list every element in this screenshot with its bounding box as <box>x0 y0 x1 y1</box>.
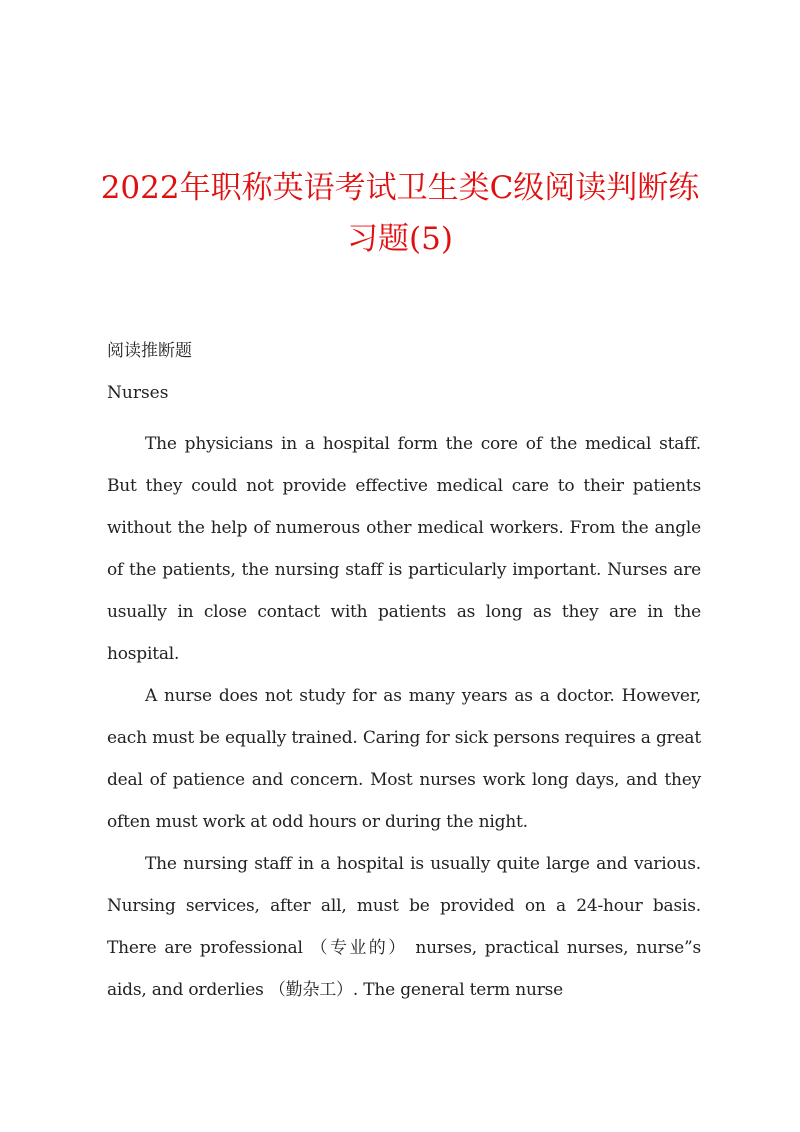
article-title: Nurses <box>107 383 169 403</box>
article-body <box>107 423 701 1011</box>
paragraph-3: The nursing staff in a hospital is usually quite large and various. Nursing services, after all, must be provided on a 24-hour basis. There are professional （专业的） nurses, practical nurses, nurse”s aids, and orderlies （勤杂工）. The general term nurse <box>107 854 701 1000</box>
page-title: 2022年职称英语考试卫生类C级阅读判断练习题(5) <box>100 170 700 257</box>
section-label: 阅读推断题 <box>107 341 192 361</box>
paragraph-1: The physicians in a hospital form the core of the medical staff. But they could not provide effective medical care to their patients without the help of numerous other medical workers. From the angle of the patients, the nursing staff is particularly important. Nurses are usually in close contact with patients as long as they are in the hospital. <box>107 434 701 664</box>
paragraph-2: A nurse does not study for as many years as a doctor. However, each must be equally trained. Caring for sick persons requires a great deal of patience and concern. Most nurses work long days, and they often must work at odd hours or during the night. <box>107 686 701 832</box>
